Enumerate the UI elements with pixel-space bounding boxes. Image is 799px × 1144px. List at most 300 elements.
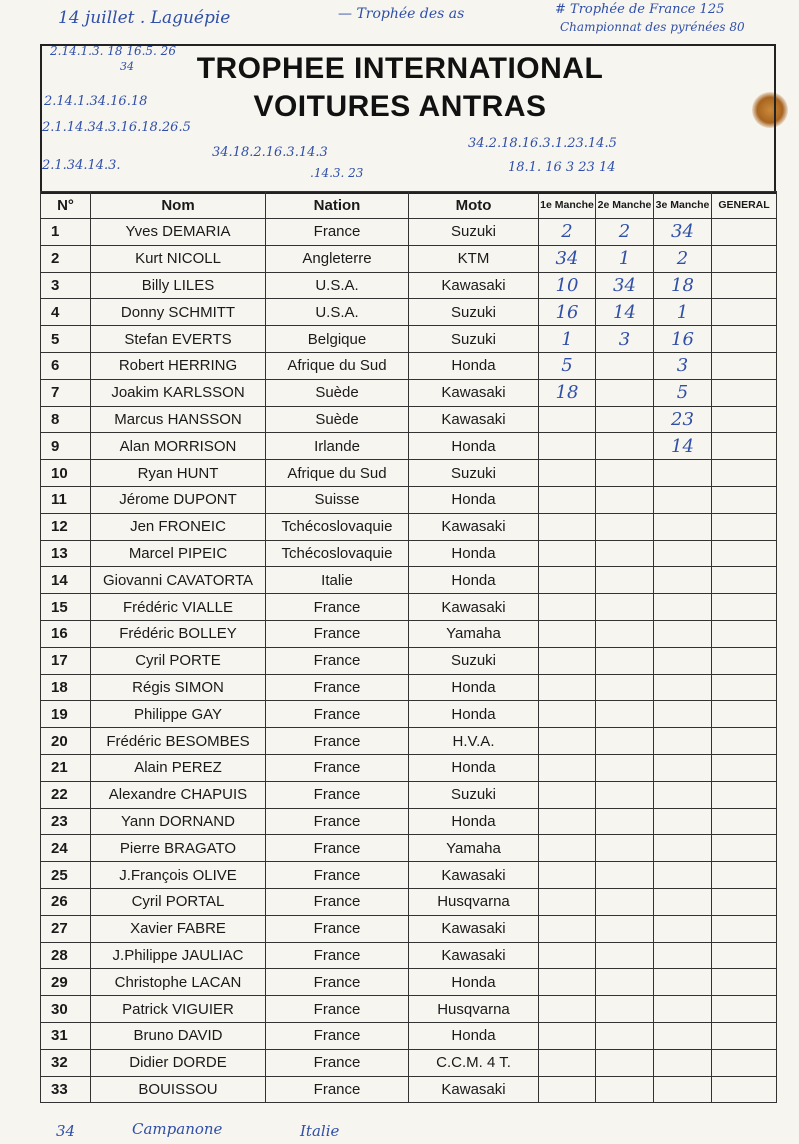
- cell-manche1: [539, 862, 596, 889]
- cell-manche1-text: 34: [555, 248, 579, 270]
- cell-nation: [266, 728, 409, 755]
- cell-manche1-text: 18: [555, 382, 579, 404]
- cell-nom-text: Yann DORNAND: [121, 812, 235, 830]
- cell-moto: [409, 781, 539, 808]
- cell-general: [712, 1049, 777, 1076]
- cell-no-text: 8: [51, 410, 60, 428]
- cell-moto: [409, 1049, 539, 1076]
- cell-manche1: [539, 594, 596, 621]
- cell-manche3: [654, 567, 712, 594]
- cell-manche3-text: 1: [676, 301, 689, 323]
- cell-manche1: [539, 674, 596, 701]
- cell-manche3: [654, 352, 712, 379]
- cell-no-text: 20: [51, 732, 68, 750]
- cell-nom: [91, 1022, 266, 1049]
- cell-general: [712, 728, 777, 755]
- cell-no-text: 12: [51, 518, 68, 536]
- table-row: [41, 326, 777, 353]
- cell-nom-text: Bruno DAVID: [133, 1027, 223, 1045]
- cell-nom-text: Donny SCHMITT: [120, 303, 236, 321]
- cell-moto: [409, 754, 539, 781]
- cell-nation: [266, 835, 409, 862]
- note-box-line3: 2.1.14.34.3.16.18.26.5: [42, 120, 191, 135]
- cell-manche3: [654, 862, 712, 889]
- header-general: GENERAL: [712, 192, 777, 219]
- note-box-line2: 2.14.1.34.16.18: [44, 94, 148, 109]
- cell-manche1: [539, 540, 596, 567]
- cell-no: [41, 326, 91, 353]
- cell-nation: [266, 808, 409, 835]
- cell-manche1: [539, 486, 596, 513]
- cell-nom: [91, 245, 266, 272]
- cell-nation: [266, 781, 409, 808]
- cell-nation-text: Belgique: [307, 330, 367, 348]
- cell-manche2: [596, 433, 654, 460]
- cell-nation: [266, 942, 409, 969]
- note-trophee-france: # Trophée de France 125: [555, 2, 725, 17]
- cell-no: [41, 379, 91, 406]
- cell-nom-text: Pierre BRAGATO: [119, 839, 237, 857]
- cell-nom: [91, 352, 266, 379]
- cell-manche1: [539, 406, 596, 433]
- cell-moto: [409, 808, 539, 835]
- cell-manche3: [654, 754, 712, 781]
- cell-no: [41, 406, 91, 433]
- cell-nation: [266, 245, 409, 272]
- cell-nation-text: Suisse: [314, 491, 360, 509]
- cell-manche3: [654, 674, 712, 701]
- cell-no-text: 15: [51, 598, 68, 616]
- cell-moto-text: Husqvarna: [437, 893, 510, 911]
- cell-moto-text: Honda: [451, 1027, 496, 1045]
- cell-manche3: [654, 969, 712, 996]
- cell-manche3: [654, 513, 712, 540]
- header-manche3: 3e Manche: [654, 192, 712, 219]
- table-row: [41, 862, 777, 889]
- cell-no: [41, 1049, 91, 1076]
- cell-nation-text: France: [313, 866, 361, 884]
- table-row: [41, 754, 777, 781]
- cell-no-text: 2: [51, 250, 60, 268]
- cell-no: [41, 862, 91, 889]
- cell-nom-text: Marcus HANSSON: [114, 410, 242, 428]
- cell-nom-text: Christophe LACAN: [114, 973, 242, 991]
- cell-no: [41, 915, 91, 942]
- table-row: [41, 835, 777, 862]
- cell-general: [712, 433, 777, 460]
- cell-nom: [91, 701, 266, 728]
- header-manche1: 1e Manche: [539, 192, 596, 219]
- cell-manche1: [539, 460, 596, 487]
- cell-no: [41, 942, 91, 969]
- cell-nation: [266, 1049, 409, 1076]
- cell-nom: [91, 460, 266, 487]
- cell-nation: [266, 460, 409, 487]
- cell-nom-text: Ryan HUNT: [137, 464, 219, 482]
- note-box-line4: 2.1.34.14.3.: [42, 158, 121, 173]
- cell-nation: [266, 888, 409, 915]
- cell-moto: [409, 219, 539, 246]
- cell-manche1: [539, 1049, 596, 1076]
- table-header-row: [41, 192, 777, 219]
- cell-manche2: [596, 754, 654, 781]
- cell-nom: [91, 326, 266, 353]
- cell-manche3: [654, 1022, 712, 1049]
- cell-manche1: [539, 272, 596, 299]
- cell-nation-text: France: [313, 946, 361, 964]
- cell-moto-text: Honda: [451, 759, 496, 777]
- cell-manche3: [654, 915, 712, 942]
- cell-nation-text: Italie: [321, 571, 353, 589]
- cell-manche1: [539, 835, 596, 862]
- cell-no-text: 33: [51, 1080, 68, 1098]
- cell-nom-text: Alexandre CHAPUIS: [108, 786, 248, 804]
- cell-manche1: [539, 219, 596, 246]
- cell-nom-text: Joakim KARLSSON: [111, 384, 245, 402]
- cell-nation-text: France: [313, 652, 361, 670]
- cell-manche2: [596, 969, 654, 996]
- cell-no-text: 11: [51, 491, 67, 509]
- table-row: [41, 460, 777, 487]
- cell-nom: [91, 567, 266, 594]
- cell-no: [41, 754, 91, 781]
- cell-general: [712, 219, 777, 246]
- cell-manche3: [654, 594, 712, 621]
- cell-nom: [91, 379, 266, 406]
- cell-manche2: [596, 406, 654, 433]
- cell-nation: [266, 996, 409, 1023]
- cell-moto-text: Kawasaki: [441, 518, 506, 536]
- cell-nation: [266, 1076, 409, 1103]
- note-box-line4c: .14.3. 23: [310, 166, 364, 180]
- cell-manche1: [539, 996, 596, 1023]
- table-row: [41, 379, 777, 406]
- cell-manche1: [539, 969, 596, 996]
- table-row: [41, 513, 777, 540]
- cell-manche3: [654, 942, 712, 969]
- cell-nation-text: France: [313, 759, 361, 777]
- cell-general: [712, 486, 777, 513]
- cell-manche3: [654, 1076, 712, 1103]
- cell-moto: [409, 728, 539, 755]
- cell-no: [41, 701, 91, 728]
- cell-moto-text: Suzuki: [450, 652, 497, 670]
- cell-manche3: [654, 728, 712, 755]
- cell-nation-text: France: [313, 1000, 361, 1018]
- note-box-right1: 34.2.18.16.3.1.23.14.5: [468, 136, 617, 151]
- cell-moto: [409, 379, 539, 406]
- table-row: [41, 620, 777, 647]
- cell-nom: [91, 728, 266, 755]
- cell-moto: [409, 486, 539, 513]
- cell-nom-text: Didier DORDE: [129, 1054, 227, 1072]
- cell-nation-text: France: [313, 705, 361, 723]
- cell-nation: [266, 915, 409, 942]
- cell-nom-text: Robert HERRING: [118, 357, 238, 375]
- cell-manche1: [539, 1022, 596, 1049]
- table-row: [41, 299, 777, 326]
- cell-nation-text: France: [313, 625, 361, 643]
- cell-manche2: [596, 620, 654, 647]
- cell-no: [41, 620, 91, 647]
- header-manche2: 2e Manche: [596, 192, 654, 219]
- cell-nation: [266, 754, 409, 781]
- cell-nom-text: Frédéric BESOMBES: [106, 732, 250, 750]
- cell-no-text: 4: [51, 303, 60, 321]
- cell-nom: [91, 219, 266, 246]
- cell-nation-text: France: [313, 1080, 361, 1098]
- cell-nation-text: Tchécoslovaquie: [281, 518, 393, 536]
- cell-manche1: [539, 942, 596, 969]
- cell-general: [712, 352, 777, 379]
- cell-general: [712, 969, 777, 996]
- cell-manche3-text: 18: [671, 274, 694, 296]
- cell-manche1: [539, 915, 596, 942]
- cell-moto: [409, 326, 539, 353]
- cell-nom-text: Marcel PIPEIC: [128, 544, 228, 562]
- cell-nation: [266, 326, 409, 353]
- cell-manche3-text: 2: [676, 248, 689, 270]
- cell-no-text: 19: [51, 705, 68, 723]
- note-box-right2: 18.1. 16 3 23 14: [508, 160, 616, 175]
- cell-moto: [409, 1076, 539, 1103]
- table-row: [41, 674, 777, 701]
- cell-manche3: [654, 219, 712, 246]
- cell-manche2: [596, 299, 654, 326]
- note-bottom-nation: Italie: [300, 1122, 340, 1140]
- table-row: [41, 219, 777, 246]
- cell-nation-text: Afrique du Sud: [287, 464, 387, 482]
- cell-no: [41, 245, 91, 272]
- cell-moto: [409, 647, 539, 674]
- cell-nation: [266, 433, 409, 460]
- cell-moto-text: Kawasaki: [441, 866, 506, 884]
- results-table: [40, 191, 777, 1103]
- cell-no-text: 18: [51, 678, 68, 696]
- cell-manche1: [539, 728, 596, 755]
- cell-moto-text: H.V.A.: [452, 732, 495, 750]
- cell-nom-text: Alan MORRISON: [119, 437, 237, 455]
- cell-nom-text: Régis SIMON: [132, 678, 224, 696]
- table-row: [41, 942, 777, 969]
- note-box-line1b: 34: [120, 60, 134, 73]
- cell-nom: [91, 406, 266, 433]
- cell-no: [41, 835, 91, 862]
- cell-moto-text: Suzuki: [450, 303, 497, 321]
- cell-no-text: 14: [51, 571, 68, 589]
- cell-manche2: [596, 701, 654, 728]
- cell-moto-text: Honda: [451, 812, 496, 830]
- cell-manche2: [596, 915, 654, 942]
- cell-manche1: [539, 754, 596, 781]
- cell-no: [41, 594, 91, 621]
- cell-nation-text: Irlande: [314, 437, 360, 455]
- cell-nation-text: France: [313, 678, 361, 696]
- cell-nation: [266, 352, 409, 379]
- cell-moto-text: KTM: [457, 250, 490, 268]
- cell-moto: [409, 406, 539, 433]
- cell-moto-text: Honda: [451, 678, 496, 696]
- cell-manche2: [596, 728, 654, 755]
- cell-manche3: [654, 433, 712, 460]
- cell-nom-text: J.François OLIVE: [119, 866, 237, 884]
- cell-manche2: [596, 1076, 654, 1103]
- cell-manche2: [596, 835, 654, 862]
- cell-general: [712, 862, 777, 889]
- cell-manche1: [539, 888, 596, 915]
- cell-nation: [266, 567, 409, 594]
- cell-manche3: [654, 701, 712, 728]
- cell-nom-text: Patrick VIGUIER: [122, 1000, 234, 1018]
- cell-nom: [91, 862, 266, 889]
- cell-nation-text: France: [313, 893, 361, 911]
- cell-nation-text: France: [313, 839, 361, 857]
- cell-nation-text: Afrique du Sud: [287, 357, 387, 375]
- cell-manche3: [654, 406, 712, 433]
- cell-no: [41, 888, 91, 915]
- table-row: [41, 996, 777, 1023]
- cell-manche3: [654, 781, 712, 808]
- cell-nation-text: Suède: [315, 410, 359, 428]
- cell-nation: [266, 379, 409, 406]
- cell-nom-text: Giovanni CAVATORTA: [102, 571, 254, 589]
- cell-moto: [409, 1022, 539, 1049]
- cell-general: [712, 808, 777, 835]
- cell-nom: [91, 1076, 266, 1103]
- cell-no-text: 32: [51, 1054, 68, 1072]
- cell-moto: [409, 567, 539, 594]
- cell-no: [41, 460, 91, 487]
- cell-moto-text: Honda: [451, 571, 496, 589]
- cell-manche1-text: 5: [561, 355, 573, 377]
- cell-nation-text: Suède: [315, 384, 359, 402]
- cell-manche2: [596, 888, 654, 915]
- note-bottom-name: Campanone: [132, 1120, 223, 1138]
- cell-moto-text: Kawasaki: [441, 384, 506, 402]
- cell-general: [712, 647, 777, 674]
- cell-manche1: [539, 620, 596, 647]
- cell-no-text: 9: [51, 437, 60, 455]
- cell-no: [41, 513, 91, 540]
- cell-general: [712, 326, 777, 353]
- cell-no-text: 27: [51, 920, 68, 938]
- cell-manche2: [596, 594, 654, 621]
- cell-nation: [266, 486, 409, 513]
- cell-nom-text: Philippe GAY: [133, 705, 223, 723]
- cell-nation-text: France: [313, 1054, 361, 1072]
- cell-moto: [409, 433, 539, 460]
- cell-nom: [91, 540, 266, 567]
- cell-nom: [91, 433, 266, 460]
- cell-no: [41, 969, 91, 996]
- cell-no-text: 5: [51, 330, 60, 348]
- cell-no-text: 30: [51, 1000, 68, 1018]
- cell-moto-text: Yamaha: [446, 839, 501, 857]
- cell-nom: [91, 674, 266, 701]
- cell-nation: [266, 299, 409, 326]
- table-row: [41, 728, 777, 755]
- cell-moto-text: Kawasaki: [441, 1080, 506, 1098]
- cell-nom: [91, 996, 266, 1023]
- cell-no-text: 21: [51, 759, 68, 777]
- cell-manche2-text: 2: [618, 221, 631, 243]
- note-box-line1: 2.14.1.3. 18 16.5. 26: [50, 44, 176, 58]
- cell-nom-text: Frédéric VIALLE: [122, 598, 234, 616]
- cell-no: [41, 433, 91, 460]
- cell-no: [41, 996, 91, 1023]
- cell-general: [712, 942, 777, 969]
- cell-no: [41, 1076, 91, 1103]
- cell-no: [41, 781, 91, 808]
- cell-manche3: [654, 272, 712, 299]
- cell-moto-text: Suzuki: [450, 786, 497, 804]
- cell-no-text: 17: [51, 652, 68, 670]
- cell-manche2-text: 14: [613, 301, 636, 323]
- cell-manche2: [596, 567, 654, 594]
- header-moto: Moto: [409, 192, 539, 219]
- table-row: [41, 1049, 777, 1076]
- cell-no: [41, 728, 91, 755]
- cell-manche1-text: 2: [561, 221, 573, 243]
- cell-no: [41, 352, 91, 379]
- cell-manche3: [654, 620, 712, 647]
- cell-nation: [266, 647, 409, 674]
- cell-manche1: [539, 326, 596, 353]
- cell-manche2: [596, 460, 654, 487]
- table-row: [41, 781, 777, 808]
- cell-nation: [266, 594, 409, 621]
- cell-manche2: [596, 219, 654, 246]
- cell-moto: [409, 594, 539, 621]
- cell-general: [712, 835, 777, 862]
- cell-nation-text: France: [313, 786, 361, 804]
- cell-manche1-text: 10: [555, 274, 579, 296]
- cell-manche1: [539, 808, 596, 835]
- cell-general: [712, 996, 777, 1023]
- cell-nation: [266, 969, 409, 996]
- cell-manche3: [654, 1049, 712, 1076]
- table-row: [41, 808, 777, 835]
- cell-no-text: 1: [51, 223, 60, 241]
- cell-manche1: [539, 781, 596, 808]
- note-bottom-number: 34: [56, 1122, 76, 1140]
- cell-no-text: 13: [51, 544, 68, 562]
- cell-general: [712, 245, 777, 272]
- cell-nom: [91, 1049, 266, 1076]
- cell-nom: [91, 754, 266, 781]
- cell-manche1-text: 16: [555, 301, 579, 323]
- cell-nom: [91, 915, 266, 942]
- cell-nation: [266, 862, 409, 889]
- cell-manche1: [539, 245, 596, 272]
- page-title-line1: TROPHEE INTERNATIONAL: [196, 52, 604, 85]
- table-row: [41, 540, 777, 567]
- cell-manche3: [654, 299, 712, 326]
- cell-nom-text: Xavier FABRE: [130, 920, 226, 938]
- cell-manche3-text: 34: [671, 221, 694, 243]
- cell-manche2: [596, 352, 654, 379]
- cell-manche2: [596, 540, 654, 567]
- cell-manche3-text: 23: [671, 408, 694, 430]
- cell-manche1: [539, 433, 596, 460]
- cell-manche1-text: 1: [561, 328, 573, 350]
- table-row: [41, 245, 777, 272]
- table-row: [41, 352, 777, 379]
- cell-moto: [409, 540, 539, 567]
- cell-general: [712, 674, 777, 701]
- table-row: [41, 701, 777, 728]
- cell-manche2: [596, 674, 654, 701]
